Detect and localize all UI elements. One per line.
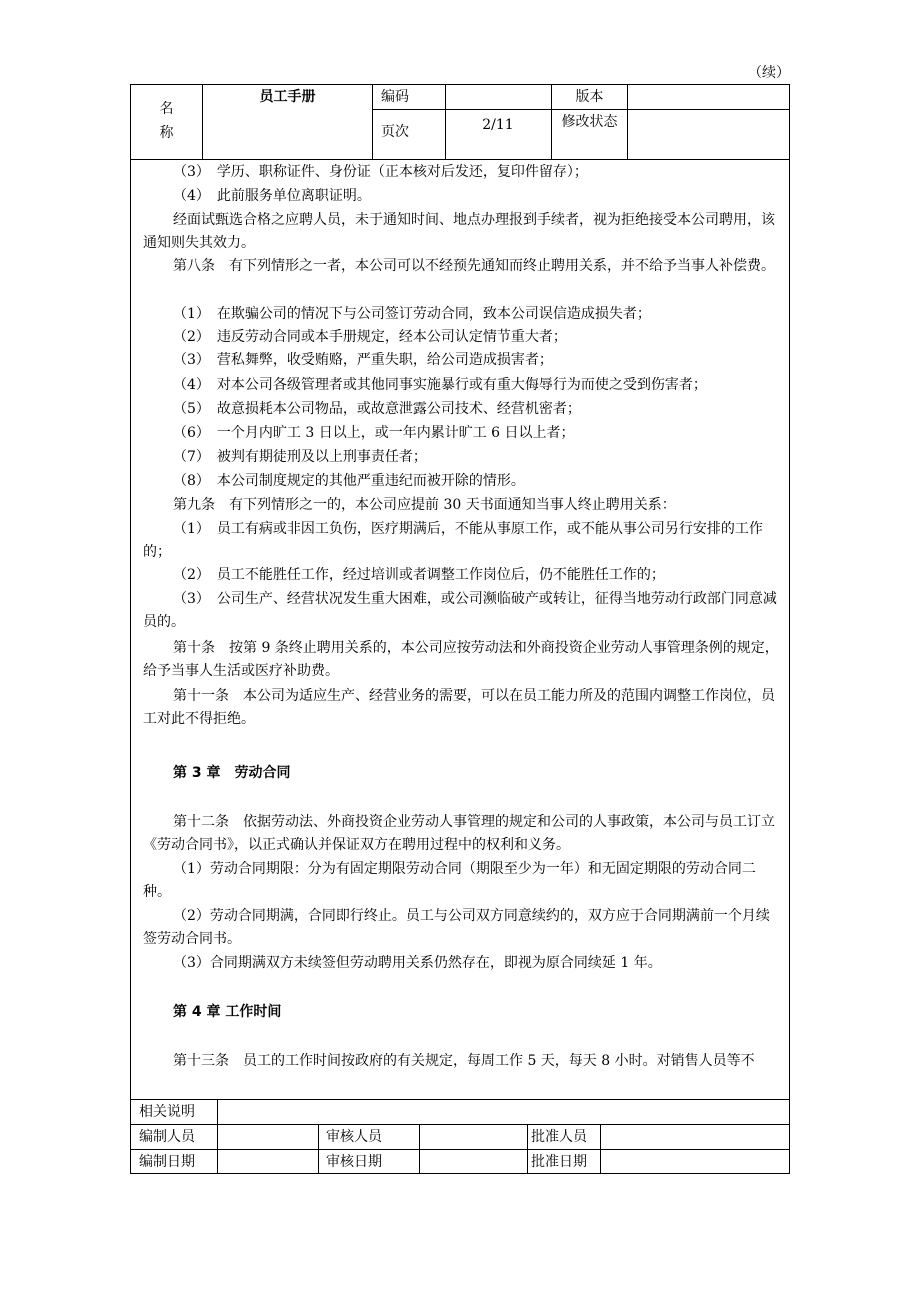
paragraph: （3）合同期满双方未续签但劳动聘用关系仍然存在，即视为原合同续延 1 年。 — [173, 955, 662, 971]
page-label: 页次 — [381, 124, 409, 140]
paragraph: （1） 在欺骗公司的情况下与公司签订劳动合同，致本公司误信造成损失者； — [173, 306, 651, 322]
revision-label-text: 修改状态 — [561, 114, 618, 130]
header-table — [131, 85, 789, 160]
paragraph: （1） 员工有病或非因工负伤，医疗期满后，不能从事原工作，或不能从事公司另行安排的工作的； — [143, 521, 763, 560]
approved-date-label: 批准日期 — [531, 1154, 587, 1170]
paragraph: （2） 违反劳动合同或本手册规定，经本公司认定情节重大者； — [173, 329, 567, 345]
paragraph: （3） 公司生产、经营状况发生重大困难，或公司濒临破产或转让，征得当地劳动行政部门同意减员的。 — [143, 591, 777, 630]
page-value: 2/11 — [482, 117, 514, 133]
version-label: 版本 — [575, 89, 604, 105]
footer-table — [131, 1099, 789, 1174]
paragraph: （6） 一个月内旷工 3 日以上，或一年内累计旷工 6 日以上者； — [173, 425, 575, 441]
paragraph: （4） 对本公司各级管理者或其他同事实施暴行或有重大侮辱行为而使之受到伤害者； — [173, 377, 707, 393]
paragraph: （1）劳动合同期限：分为有固定期限劳动合同（期限至少为一年）和无固定期限的劳动合同二种。 — [143, 861, 756, 900]
paragraph: （7） 被判有期徒刑及以上刑事责任者； — [173, 449, 427, 465]
paragraph: 第十条 按第 9 条终止聘用关系的，本公司应按劳动法和外商投资企业劳动人事管理条例的规定，给予当事人生活或医疗补助费。 — [143, 640, 779, 679]
paragraph: （2） 员工不能胜任工作，经过培训或者调整工作岗位后，仍不能胜任工作的； — [173, 567, 665, 583]
paragraph: 第十一条 本公司为适应生产、经营业务的需要，可以在员工能力所及的范围内调整工作岗位，员工对此不得拒绝。 — [143, 688, 775, 727]
paragraph: （5） 故意损耗本公司物品，或故意泄露公司技术、经营机密者； — [173, 401, 581, 417]
name-label-text: 名称 — [159, 101, 174, 141]
paragraph: （3） 学历、职称证件、身份证（正本核对后发还，复印件留存）； — [173, 164, 588, 180]
reviewed-by-label: 审核人员 — [326, 1129, 382, 1145]
paragraph: 经面试甄选合格之应聘人员，未于通知时间、地点办理报到手续者，视为拒绝接受本公司聘用，该通知则失其效力。 — [143, 212, 775, 251]
paragraph: 第十三条 员工的工作时间按政府的有关规定，每周工作 5 天，每天 8 小时。对销售人员等不 — [173, 1053, 755, 1069]
paragraph: 第九条 有下列情形之一的，本公司应提前 30 天书面通知当事人终止聘用关系： — [173, 497, 676, 513]
name-label — [131, 97, 202, 145]
paragraph: （2）劳动合同期满，合同即行终止。员工与公司双方同意续约的，双方应于合同期满前一个月续签劳动合同书。 — [143, 908, 770, 947]
document-title: 员工手册 — [259, 89, 316, 105]
code-label: 编码 — [381, 89, 409, 105]
notes-label: 相关说明 — [139, 1104, 195, 1120]
paragraph: （8） 本公司制度规定的其他严重违纪而被开除的情形。 — [173, 473, 525, 489]
reviewed-date-label: 审核日期 — [326, 1154, 382, 1170]
prepared-date-label: 编制日期 — [139, 1154, 195, 1170]
chapter-heading: 第 3 章 劳动合同 — [173, 765, 291, 781]
chapter-heading: 第 4 章 工作时间 — [173, 1004, 282, 1020]
document-frame — [130, 84, 790, 1174]
paragraph: （3） 营私舞弊，收受贿赂，严重失职，给公司造成损害者； — [173, 352, 553, 368]
approved-by-label: 批准人员 — [531, 1129, 587, 1145]
revision-label — [552, 111, 627, 133]
document-body — [131, 159, 789, 1097]
prepared-by-label: 编制人员 — [139, 1129, 195, 1145]
paragraph: （4） 此前服务单位离职证明。 — [173, 188, 371, 204]
paragraph: 第十二条 依据劳动法、外商投资企业劳动人事管理的规定和公司的人事政策，本公司与员工订立《劳动合同书》，以正式确认并保证双方在聘用过程中的权利和义务。 — [143, 814, 775, 853]
continued-label: （续） — [748, 65, 790, 81]
paragraph: 第八条 有下列情形之一者，本公司可以不经预先通知而终止聘用关系，并不给予当事人补偿费。 — [173, 258, 775, 274]
